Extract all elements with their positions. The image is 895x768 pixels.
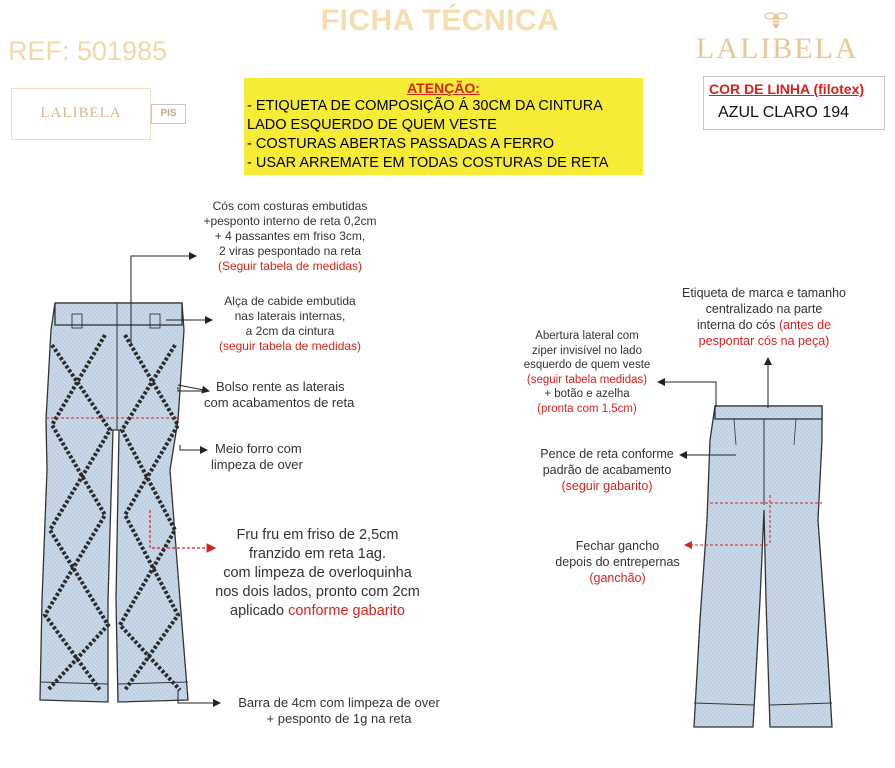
note-line <box>200 602 435 621</box>
attention-line: - ETIQUETA DE COMPOSIÇÃO Á 30CM DA CINTURA <box>247 98 603 114</box>
note-line: a 2cm da cintura <box>245 324 335 338</box>
reference-code: REF: 501985 <box>8 36 168 66</box>
note-red-text: (antes de <box>778 318 832 332</box>
note-line: com limpeza de overloquinha <box>223 565 412 581</box>
hem-note <box>224 695 454 727</box>
frufru-note <box>200 526 435 621</box>
page-title: FICHA TÉCNICA <box>320 4 560 37</box>
thread-color-value: AZUL CLARO 194 <box>718 104 850 121</box>
lining-note <box>211 441 303 473</box>
note-line: Barra de 4cm com limpeza de over <box>238 695 440 710</box>
note-line: Meio forro com <box>215 441 302 456</box>
crotch-note <box>545 538 690 586</box>
pis-tag: PIS <box>151 104 186 124</box>
note-line: + botão e azelha <box>544 388 630 400</box>
note-line: esquerdo de quem veste <box>523 359 651 371</box>
note-line: Etiqueta de marca e tamanho <box>682 286 846 300</box>
note-line: padrão de acabamento <box>542 463 672 477</box>
dart-note <box>527 446 687 494</box>
note-line: 2 viras pespontado na reta <box>218 244 362 258</box>
note-line: + pesponto de 1g na reta <box>266 711 412 726</box>
front-pants-drawing <box>40 303 215 702</box>
brand-label-text: LALIBELA <box>40 105 122 121</box>
attention-line: LADO ESQUERDO DE QUEM VESTE <box>247 117 497 133</box>
note-line: limpeza de over <box>211 457 303 472</box>
attention-heading: ATENÇÃO: <box>407 80 480 96</box>
note-line <box>664 317 864 333</box>
note-line: ziper invisível no lado <box>532 344 642 357</box>
note-line: Bolso rente as laterais <box>216 379 345 394</box>
note-line: depois do entrepernas <box>555 555 680 569</box>
note-line: + 4 passantes em friso 3cm, <box>214 229 366 243</box>
note-text: interna do cós <box>696 318 779 332</box>
back-pants-drawing <box>694 406 832 727</box>
pocket-note <box>204 379 354 411</box>
note-line: Alça de cabide embutida <box>224 294 356 308</box>
brand-logo: LALIBELA <box>696 32 859 65</box>
attention-line: - USAR ARREMATE EM TODAS COSTURAS DE RETA <box>247 155 609 171</box>
note-line: nos dois lados, pronto com 2cm <box>215 584 420 600</box>
note-line: nas laterais internas, <box>234 309 346 323</box>
note-red-line: (Seguir tabela de medidas) <box>217 259 363 273</box>
note-red-text: conforme gabarito <box>288 603 405 619</box>
hanger-loop-note <box>205 294 375 354</box>
thread-color-label: COR DE LINHA (filotex) <box>709 81 865 97</box>
note-line: Pence de reta conforme <box>540 447 674 461</box>
note-line: centralizado na parte <box>705 302 823 316</box>
note-red-line: (seguir tabela medidas) <box>526 373 648 386</box>
zipper-note <box>512 329 662 416</box>
note-red-line: (seguir tabela de medidas) <box>218 339 362 353</box>
note-line: Abertura lateral com <box>535 330 639 342</box>
note-line: +pesponto interno de reta 0,2cm <box>203 214 377 228</box>
note-line: franzido em reta 1ag. <box>248 546 387 562</box>
brand-label-note <box>664 285 864 349</box>
note-line: Cós com costuras embutidas <box>212 199 368 213</box>
attention-line: - COSTURAS ABERTAS PASSADAS A FERRO <box>247 136 554 152</box>
note-line: Fechar gancho <box>575 539 660 553</box>
note-red-line: (pronta com 1,5cm) <box>537 402 637 415</box>
waistband-note <box>195 199 385 274</box>
note-red-line: pespontar cós na peça) <box>698 334 830 348</box>
note-text: aplicado <box>230 603 289 619</box>
note-red-line: (seguir gabarito) <box>561 479 653 493</box>
note-line: Fru fru em friso de 2,5cm <box>236 527 399 543</box>
note-red-line: (ganchão) <box>589 571 646 585</box>
note-line: com acabamentos de reta <box>204 395 355 410</box>
